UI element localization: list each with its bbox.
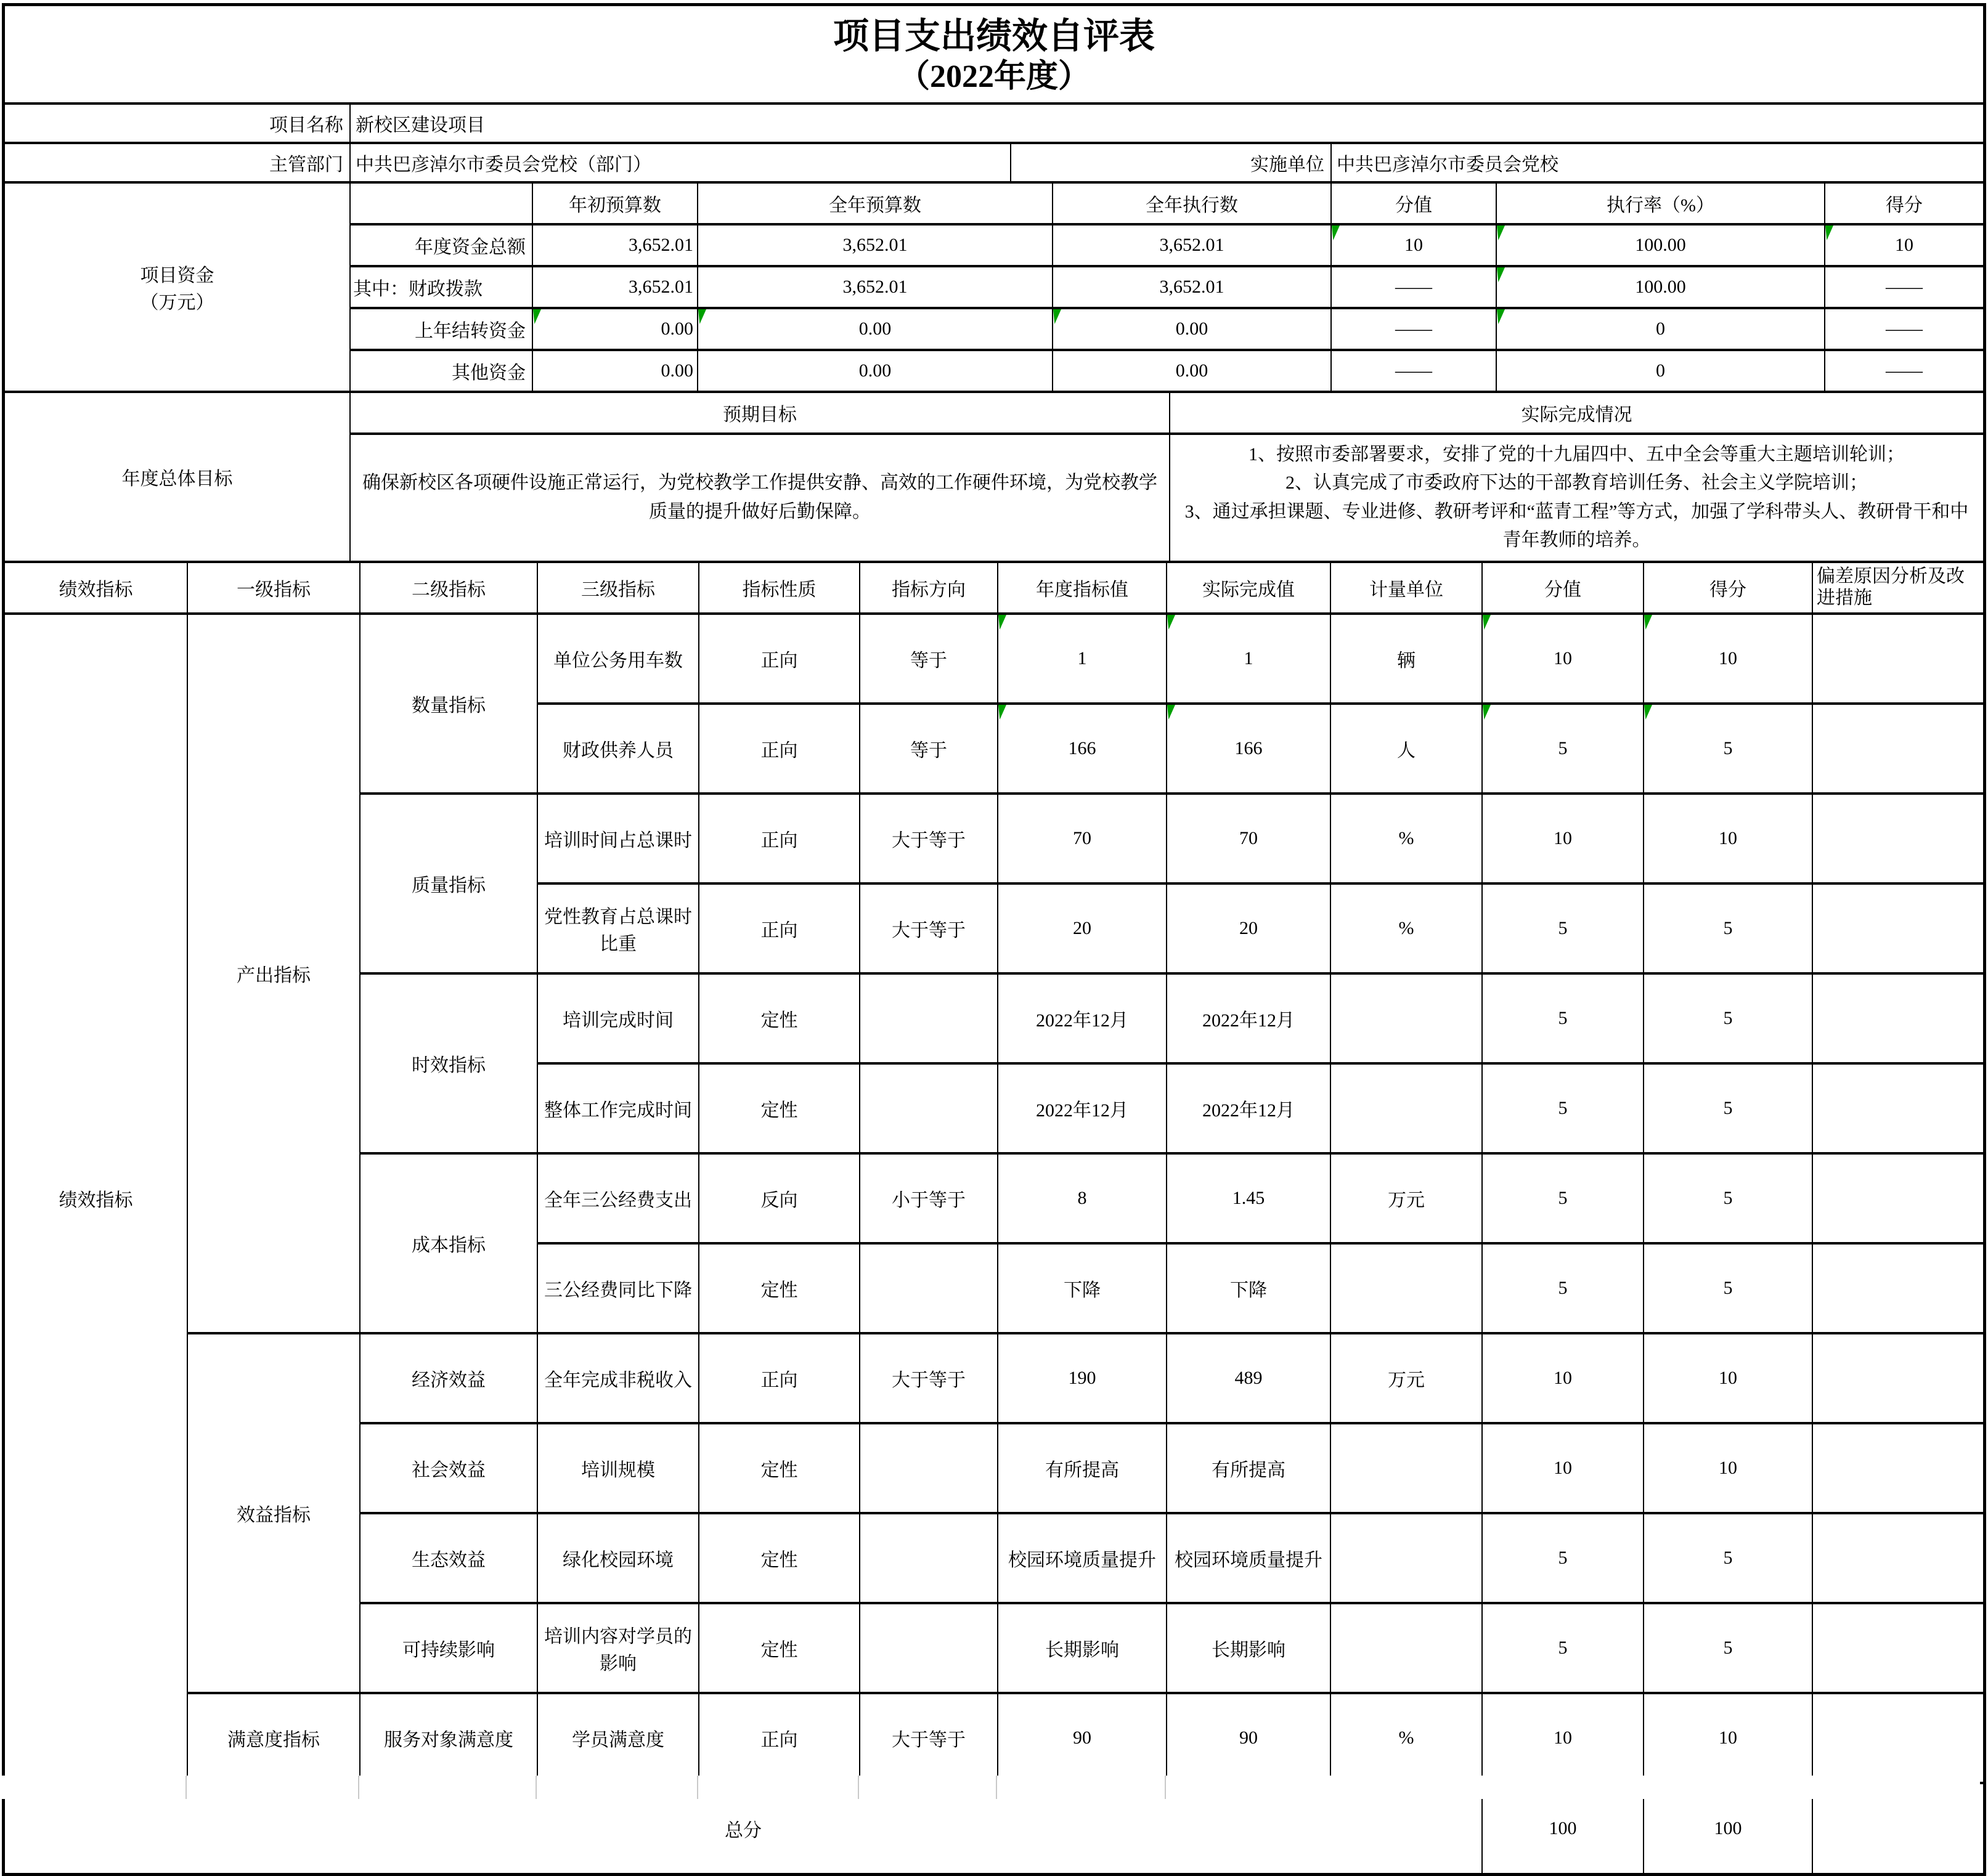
target-value: 20	[998, 883, 1167, 973]
fund-executed-value: 0.00	[1053, 308, 1331, 350]
score-value: 5	[1644, 1243, 1812, 1333]
deviation-value	[1812, 1063, 1983, 1153]
comment-marker-icon	[1497, 267, 1505, 282]
total-weight-value: 100	[1482, 1783, 1644, 1873]
direction-value	[860, 1423, 998, 1513]
actual-value: 70	[1167, 794, 1330, 883]
header-group: 绩效指标	[5, 563, 187, 614]
score-value: 10	[1644, 1423, 1812, 1513]
direction-value: 等于	[860, 704, 998, 794]
header-level2: 二级指标	[360, 563, 537, 614]
sheet-gridlines	[2, 1776, 1980, 1799]
funds-header-score: 得分	[1825, 184, 1983, 224]
fund-rate-value: 0	[1496, 308, 1825, 350]
unit-value: %	[1330, 794, 1482, 883]
expected-goal-header: 预期目标	[350, 393, 1170, 434]
comment-marker-icon	[1053, 309, 1061, 324]
comment-marker-icon	[1644, 705, 1652, 720]
project-name-table	[5, 105, 1983, 144]
unit-value: %	[1330, 1693, 1482, 1783]
actual-completion-header: 实际完成情况	[1170, 393, 1983, 434]
fund-weight-value: ——	[1331, 350, 1496, 392]
deviation-value	[1812, 973, 1983, 1063]
page-title: 项目支出绩效自评表	[833, 16, 1155, 56]
level2-quantity: 数量指标	[360, 614, 537, 794]
fund-initial-value: 0.00	[532, 308, 698, 350]
level3-name: 三公经费同比下降	[537, 1243, 699, 1333]
actual-value: 90	[1167, 1693, 1330, 1783]
direction-value: 大于等于	[860, 1333, 998, 1423]
nature-value: 反向	[699, 1153, 860, 1243]
weight-value: 10	[1482, 794, 1644, 883]
target-value: 下降	[998, 1243, 1167, 1333]
target-value: 8	[998, 1153, 1167, 1243]
header-unit: 计量单位	[1330, 563, 1482, 614]
level3-name: 财政供养人员	[537, 704, 699, 794]
direction-value	[860, 1603, 998, 1693]
target-value: 校园环境质量提升	[998, 1513, 1167, 1603]
score-value: 5	[1644, 973, 1812, 1063]
funds-header-executed: 全年执行数	[1053, 184, 1331, 224]
header-weight: 分值	[1482, 563, 1644, 614]
direction-value: 等于	[860, 614, 998, 704]
level3-name: 全年三公经费支出	[537, 1153, 699, 1243]
indicator-row	[5, 1333, 1983, 1423]
comment-marker-icon	[1167, 705, 1175, 720]
actual-value: 长期影响	[1167, 1603, 1330, 1693]
level3-name: 培训完成时间	[537, 973, 699, 1063]
fund-score-value: 10	[1825, 224, 1983, 266]
project-name-value: 新校区建设项目	[350, 105, 1983, 143]
weight-value: 5	[1482, 973, 1644, 1063]
unit-value: 万元	[1330, 1153, 1482, 1243]
weight-value: 10	[1482, 614, 1644, 704]
impl-value: 中共巴彦淖尔市委员会党校	[1331, 144, 1983, 182]
fund-row-label: 其中：财政拨款	[350, 266, 532, 308]
fund-rate-value: 100.00	[1496, 266, 1825, 308]
level3-name: 培训内容对学员的影响	[537, 1603, 699, 1693]
score-value: 10	[1644, 794, 1812, 883]
weight-value: 5	[1482, 883, 1644, 973]
direction-value	[860, 1513, 998, 1603]
fund-score-value: ——	[1825, 308, 1983, 350]
deviation-value	[1812, 1153, 1983, 1243]
actual-value: 校园环境质量提升	[1167, 1513, 1330, 1603]
fund-weight-value: 10	[1331, 224, 1496, 266]
level1-satisfaction: 满意度指标	[187, 1693, 360, 1783]
deviation-value	[1812, 883, 1983, 973]
header-level3: 三级指标	[537, 563, 699, 614]
level3-name: 全年完成非税收入	[537, 1333, 699, 1423]
deviation-value	[1812, 794, 1983, 883]
deviation-value	[1812, 1423, 1983, 1513]
target-value: 1	[998, 614, 1167, 704]
unit-value	[1330, 1063, 1482, 1153]
direction-value	[860, 1063, 998, 1153]
weight-value: 5	[1482, 1603, 1644, 1693]
fund-row-label: 上年结转资金	[350, 308, 532, 350]
nature-value: 定性	[699, 1603, 860, 1693]
funds-table	[5, 184, 1983, 393]
header-actual: 实际完成值	[1167, 563, 1330, 614]
comment-marker-icon	[1497, 309, 1505, 324]
comment-marker-icon	[1483, 705, 1491, 720]
level2-economic: 经济效益	[360, 1333, 537, 1423]
level3-name: 党性教育占总课时比重	[537, 883, 699, 973]
nature-value: 正向	[699, 1333, 860, 1423]
impl-label: 实施单位	[1011, 144, 1331, 182]
weight-value: 10	[1482, 1333, 1644, 1423]
nature-value: 正向	[699, 883, 860, 973]
header-level1: 一级指标	[187, 563, 360, 614]
target-value: 2022年12月	[998, 1063, 1167, 1153]
fund-annual-value: 0.00	[698, 308, 1053, 350]
unit-value: 万元	[1330, 1333, 1482, 1423]
level2-cost: 成本指标	[360, 1153, 537, 1333]
indicators-table	[5, 563, 1983, 1873]
indicator-group-label: 绩效指标	[5, 614, 187, 1783]
header-target: 年度指标值	[998, 563, 1167, 614]
nature-value: 定性	[699, 973, 860, 1063]
nature-value: 定性	[699, 1063, 860, 1153]
actual-value: 有所提高	[1167, 1423, 1330, 1513]
level1-output: 产出指标	[187, 614, 360, 1333]
target-value: 166	[998, 704, 1167, 794]
deviation-value	[1812, 1693, 1983, 1783]
fund-executed-value: 0.00	[1053, 350, 1331, 392]
score-value: 10	[1644, 1693, 1812, 1783]
nature-value: 正向	[699, 1693, 860, 1783]
fund-annual-value: 0.00	[698, 350, 1053, 392]
level2-eco: 生态效益	[360, 1513, 537, 1603]
weight-value: 10	[1482, 1423, 1644, 1513]
project-name-label: 项目名称	[5, 105, 350, 143]
fund-rate-value: 0	[1496, 350, 1825, 392]
level1-benefit: 效益指标	[187, 1333, 360, 1693]
nature-value: 定性	[699, 1513, 860, 1603]
direction-value: 小于等于	[860, 1153, 998, 1243]
weight-value: 10	[1482, 1693, 1644, 1783]
unit-value	[1330, 1513, 1482, 1603]
indicator-row	[5, 614, 1983, 704]
fund-weight-value: ——	[1331, 308, 1496, 350]
department-table	[5, 144, 1983, 184]
level3-name: 学员满意度	[537, 1693, 699, 1783]
target-value: 2022年12月	[998, 973, 1167, 1063]
unit-value	[1330, 1423, 1482, 1513]
direction-value: 大于等于	[860, 883, 998, 973]
total-label: 总分	[5, 1783, 1482, 1873]
direction-value	[860, 973, 998, 1063]
score-value: 10	[1644, 1333, 1812, 1423]
title-block	[5, 6, 1983, 105]
funds-subheader-empty	[350, 184, 532, 224]
nature-value: 定性	[699, 1243, 860, 1333]
fund-annual-value: 3,652.01	[698, 266, 1053, 308]
fund-rate-value: 100.00	[1496, 224, 1825, 266]
target-value: 90	[998, 1693, 1167, 1783]
direction-value: 大于等于	[860, 1693, 998, 1783]
nature-value: 正向	[699, 614, 860, 704]
indicators-header-row	[5, 563, 1983, 614]
weight-value: 5	[1482, 704, 1644, 794]
comment-marker-icon	[1825, 225, 1833, 240]
deviation-value	[1812, 1603, 1983, 1693]
actual-value: 489	[1167, 1333, 1330, 1423]
level2-sustain: 可持续影响	[360, 1603, 537, 1693]
table-frame	[2, 3, 1986, 1876]
nature-value: 定性	[699, 1423, 860, 1513]
level2-social: 社会效益	[360, 1423, 537, 1513]
fund-score-value: ——	[1825, 350, 1983, 392]
dept-label: 主管部门	[5, 144, 350, 182]
deviation-value	[1812, 1513, 1983, 1603]
fund-initial-value: 0.00	[532, 350, 698, 392]
unit-value	[1330, 1603, 1482, 1693]
deviation-value	[1812, 704, 1983, 794]
deviation-value	[1812, 1333, 1983, 1423]
score-value: 5	[1644, 1603, 1812, 1693]
page-subtitle: （2022年度）	[897, 59, 1090, 94]
indicator-row	[5, 1693, 1983, 1783]
actual-completion-text: 1、按照市委部署要求，安排了党的十九届四中、五中全会等重大主题培训轮训； 2、认真完成了市委政府下达的干部教育培训任务、社会主义学院培训； 3、通过承担课题、专业进修、教研考评和“蓝青工程”等方式，加强了学科带头人、教研骨干和中青年教师的培养。	[1170, 434, 1983, 562]
header-deviation: 偏差原因分析及改进措施	[1812, 563, 1983, 614]
unit-value: %	[1330, 883, 1482, 973]
comment-marker-icon	[1644, 615, 1652, 630]
funds-header-weight: 分值	[1331, 184, 1496, 224]
actual-value: 1	[1167, 614, 1330, 704]
comment-marker-icon	[533, 309, 541, 324]
unit-value	[1330, 1243, 1482, 1333]
actual-value: 2022年12月	[1167, 1063, 1330, 1153]
comment-marker-icon	[698, 309, 706, 324]
level2-quality: 质量指标	[360, 794, 537, 973]
fund-annual-value: 3,652.01	[698, 224, 1053, 266]
goals-section-label: 年度总体目标	[5, 393, 350, 562]
unit-value: 辆	[1330, 614, 1482, 704]
weight-value: 5	[1482, 1153, 1644, 1243]
fund-score-value: ——	[1825, 266, 1983, 308]
fund-executed-value: 3,652.01	[1053, 266, 1331, 308]
header-score: 得分	[1644, 563, 1812, 614]
fund-row-label: 年度资金总额	[350, 224, 532, 266]
deviation-value	[1812, 614, 1983, 704]
direction-value	[860, 1243, 998, 1333]
target-value: 70	[998, 794, 1167, 883]
level3-name: 整体工作完成时间	[537, 1063, 699, 1153]
nature-value: 正向	[699, 704, 860, 794]
header-nature: 指标性质	[699, 563, 860, 614]
level3-name: 培训时间占总课时	[537, 794, 699, 883]
actual-value: 1.45	[1167, 1153, 1330, 1243]
score-value: 5	[1644, 1513, 1812, 1603]
fund-initial-value: 3,652.01	[532, 224, 698, 266]
expected-goal-text: 确保新校区各项硬件设施正常运行，为党校教学工作提供安静、高效的工作硬件环境，为党校教学质量的提升做好后勤保障。	[350, 434, 1170, 562]
funds-header-rate: 执行率（%）	[1496, 184, 1825, 224]
target-value: 长期影响	[998, 1603, 1167, 1693]
unit-value: 人	[1330, 704, 1482, 794]
target-value: 有所提高	[998, 1423, 1167, 1513]
comment-marker-icon	[1167, 615, 1175, 630]
goals-table	[5, 393, 1983, 563]
comment-marker-icon	[998, 705, 1006, 720]
weight-value: 5	[1482, 1513, 1644, 1603]
score-value: 5	[1644, 1063, 1812, 1153]
score-value: 5	[1644, 704, 1812, 794]
header-direction: 指标方向	[860, 563, 998, 614]
actual-value: 2022年12月	[1167, 973, 1330, 1063]
level2-time: 时效指标	[360, 973, 537, 1153]
comment-marker-icon	[1497, 225, 1505, 240]
comment-marker-icon	[1332, 225, 1340, 240]
funds-header-initial: 年初预算数	[532, 184, 698, 224]
target-value: 190	[998, 1333, 1167, 1423]
level3-name: 单位公务用车数	[537, 614, 699, 704]
level3-name: 培训规模	[537, 1423, 699, 1513]
level3-name: 绿化校园环境	[537, 1513, 699, 1603]
unit-value	[1330, 973, 1482, 1063]
actual-value: 下降	[1167, 1243, 1330, 1333]
level2-service: 服务对象满意度	[360, 1693, 537, 1783]
fund-executed-value: 3,652.01	[1053, 224, 1331, 266]
funds-header-annual: 全年预算数	[698, 184, 1053, 224]
comment-marker-icon	[1483, 615, 1491, 630]
nature-value: 正向	[699, 794, 860, 883]
fund-row-label: 其他资金	[350, 350, 532, 392]
score-value: 5	[1644, 1153, 1812, 1243]
direction-value: 大于等于	[860, 794, 998, 883]
comment-marker-icon	[998, 615, 1006, 630]
score-value: 5	[1644, 883, 1812, 973]
fund-weight-value: ——	[1331, 266, 1496, 308]
funds-section-label: 项目资金 （万元）	[5, 184, 350, 392]
dept-value: 中共巴彦淖尔市委员会党校（部门）	[350, 144, 1011, 182]
deviation-value	[1812, 1243, 1983, 1333]
weight-value: 5	[1482, 1243, 1644, 1333]
weight-value: 5	[1482, 1063, 1644, 1153]
actual-value: 20	[1167, 883, 1330, 973]
total-score-value: 100	[1644, 1783, 1812, 1873]
actual-value: 166	[1167, 704, 1330, 794]
fund-initial-value: 3,652.01	[532, 266, 698, 308]
score-value: 10	[1644, 614, 1812, 704]
